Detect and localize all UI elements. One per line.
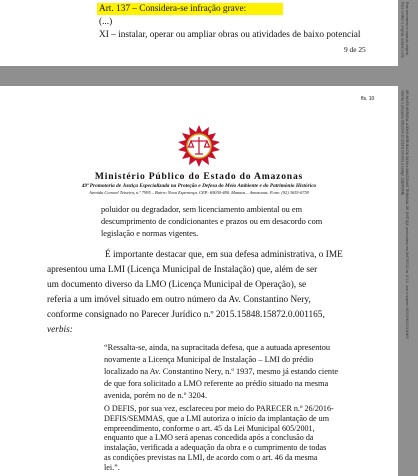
quote-line: DEFIS/SEMMAS, que a LMI autoriza o início da implantação de um	[104, 413, 330, 423]
paragraph-line: referia a um imóvel situado em outro número da Av. Constantino Nery,	[47, 295, 311, 305]
quote-line: novamente a Licença Municipal de Instalação – LMI do prédio	[104, 355, 314, 364]
paragraph-line: um documento diverso da LMO (Licença Municipal de Operação), se	[47, 280, 307, 290]
quote-line: “Ressalta-se, ainda, na supracitada defesa, que a autuada apresentou	[104, 343, 330, 352]
paragraph-line: apresentou uma LMI (Licença Municipal de Instalação) que, além de ser	[47, 265, 318, 275]
institution-name: Ministério Público do Estado do Amazonas	[94, 171, 304, 182]
continuation-line: descumprimento de condicionantes e prazos ou em desacordo com	[101, 217, 323, 226]
scales-of-justice-seal-icon	[177, 124, 221, 168]
quote-line: instalação, verificada a adequação da obra e o cumprimento de todas	[104, 443, 327, 453]
sidebar-notice-bottom: AR ALVES ARRUDA, AJOHN ARRUDA DA SILVA e AMAZONAS TRIBUNAL DE JUSTIÇA, protocolado em 26/07/2022 às 10:13 , sob o número 06210092020180400 informe o processo 0621009-20.2018.8.04.0001 e código 11B2FC64E	[400, 90, 409, 340]
quote-line: avenida, porém no de n.º 3204.	[104, 391, 208, 400]
folio-number: fls. 10	[361, 96, 375, 102]
document-page-9	[0, 0, 398, 66]
continuation-line: legislação e normas vigentes.	[101, 229, 199, 238]
sidebar-notice-top: Este documento é cópia do original, Para conferir o original, acesse o site	[400, 2, 409, 58]
paragraph-line: conforme consignado no Parecer Jurídico n.º 2015.15848.15872.0.001165,	[47, 310, 325, 320]
article-title: Art. 137 – Considera-se infração grave:	[99, 4, 247, 14]
quote-line: lei.”.	[104, 462, 120, 472]
document-page-10	[0, 86, 398, 476]
quote-line: enquanto que a LMO será apenas concedida após a conclusão da	[104, 433, 314, 443]
continuation-line: poluidor ou degradador, sem licenciamento ambiental ou em	[101, 205, 303, 214]
verbis-label: verbis:	[47, 325, 73, 335]
ellipsis-text: (...)	[99, 17, 113, 27]
address-line: Avenida Coronel Teixeira, n.º 7995 – Bairro Nova Esperança. CEP: 69030-480. Manaus – Amazonas. Fone: (92) 3655-0759	[89, 190, 309, 195]
quote-line: empreendimento, conforme o art. 45 da Lei Municipal 605/2001,	[104, 423, 315, 433]
quote-line: localizado na Av. Constantino Nery, n.º 1937, mesmo já estando ciente	[104, 367, 339, 376]
quote-line: as condições previstas na LMI, de acordo com o art. 46 da mesma	[104, 453, 318, 462]
quote-line: O DEFIS, por sua vez, esclareceu por meio do PARECER n.º 26/2016-	[104, 404, 334, 413]
item-xi-text: XI – instalar, operar ou ampliar obras ou atividades de baixo potencial	[99, 30, 361, 40]
page-number: 9 de 25	[344, 45, 366, 54]
quote-line: de que fora solicitado a LMO referente ao prédio situado na mesma	[104, 379, 329, 388]
promotoria-name: 49ª Promotoria de Justiça Especializada na Proteção e Defesa do Meio Ambiente e do Patrimônio Histórico	[81, 183, 317, 189]
paragraph-line: É importante destacar que, em sua defesa administrativa, o IME	[105, 250, 343, 260]
